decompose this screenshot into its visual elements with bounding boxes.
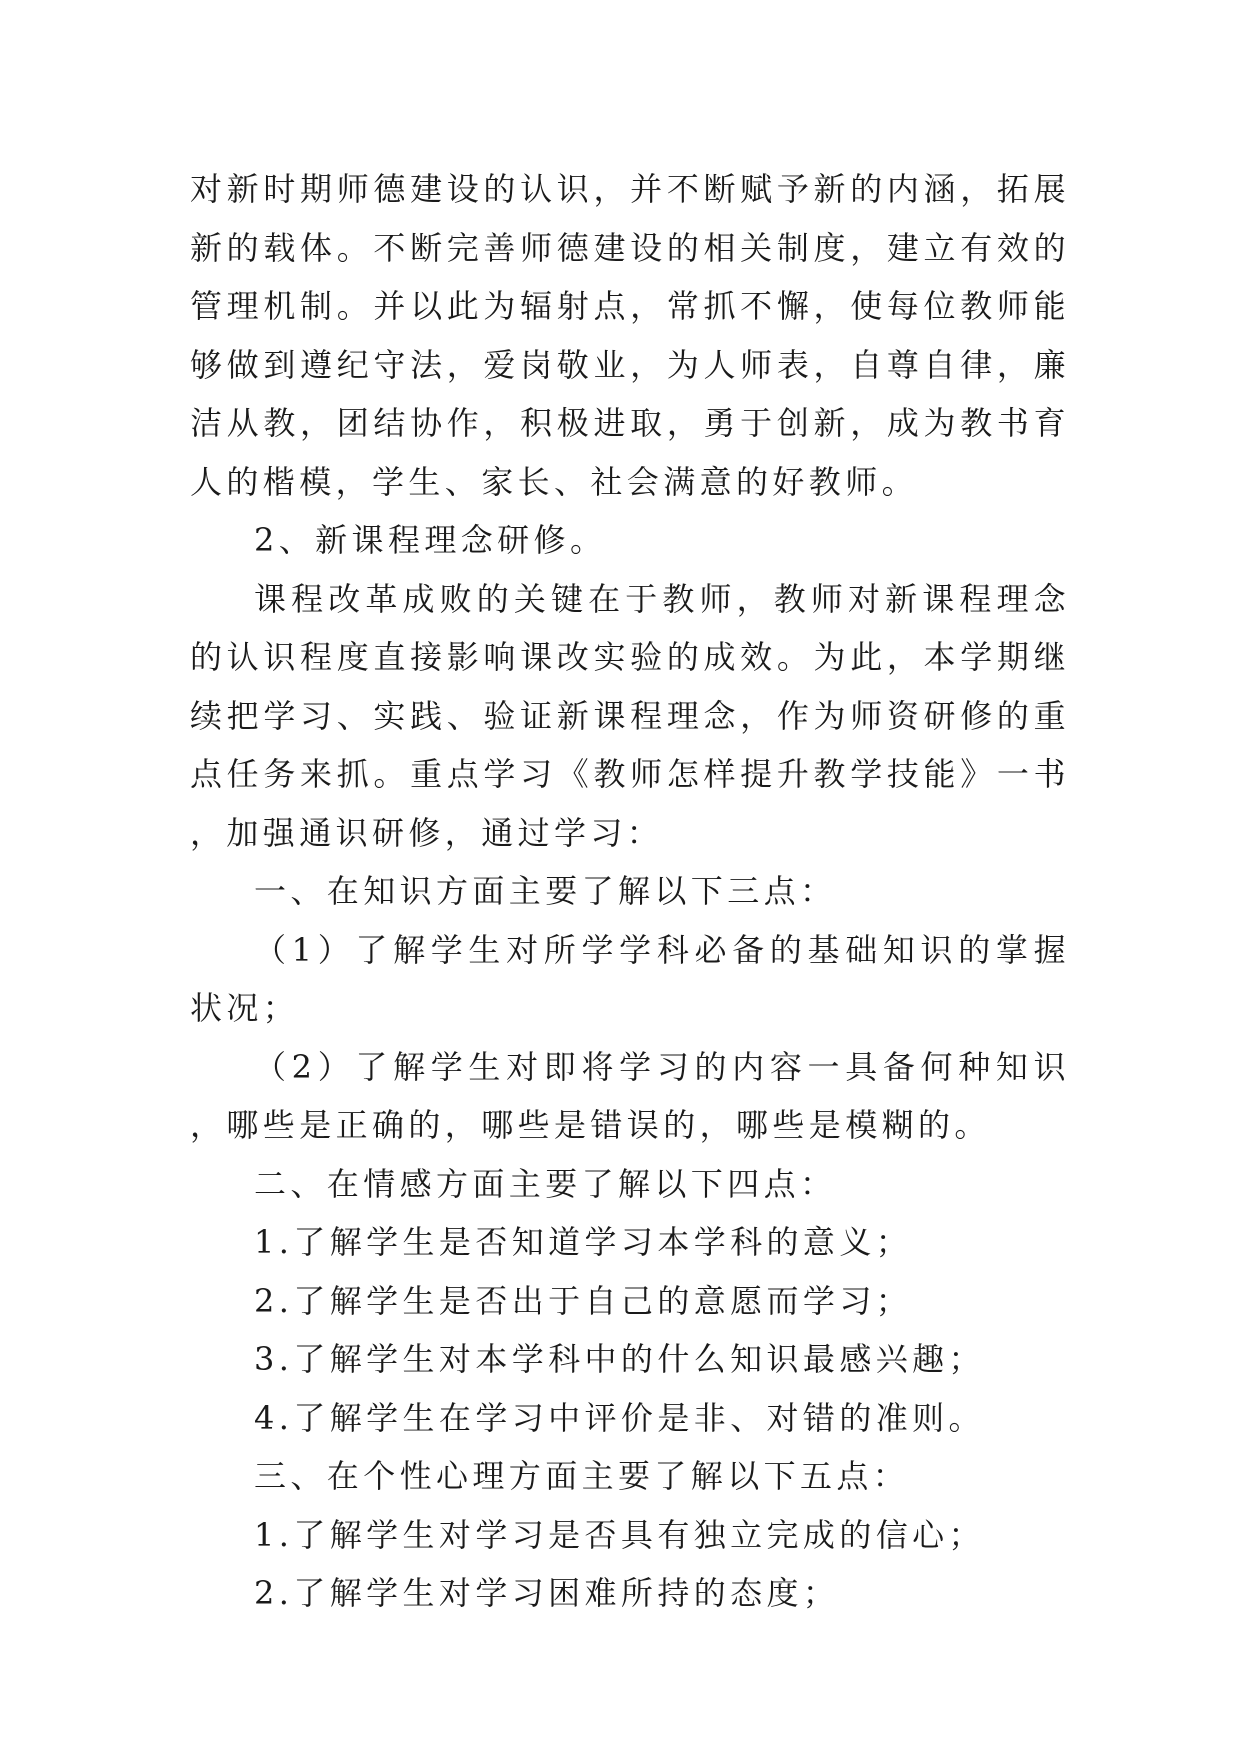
list-item-knowledge-2: （2）了解学生对即将学习的内容一具备何种知识，哪些是正确的，哪些是错误的，哪些是模糊的。 (190, 1047, 1070, 1144)
list-item-emotion-3: 3.了解学生对本学科中的什么知识最感兴趣； (254, 1340, 985, 1378)
paragraph-teacher-ethics: 对新时期师德建设的认识，并不断赋予新的内涵，拓展新的载体。不断完善师德建设的相关制度，建立有效的管理机制。并以此为辐射点，常抓不懈，使每位教师能够做到遵纪守法，爱岗敬业，为人师表，自尊自律，廉洁从教，团结协作，积极进取，勇于创新，成为教书育人的楷模，学生、家长、社会满意的好教师。 (190, 170, 1070, 501)
list-item-personality-1: 1.了解学生对学习是否具有独立完成的信心； (254, 1515, 985, 1554)
list-item-knowledge-1: （1）了解学生对所学学科必备的基础知识的掌握状况； (190, 930, 1070, 1027)
list-item-emotion-4: 4.了解学生在学习中评价是非、对错的准则。 (254, 1398, 985, 1437)
heading-new-curriculum-study: 2、新课程理念研修。 (254, 521, 607, 559)
list-item-personality-2: 2.了解学生对学习困难所持的态度； (254, 1574, 840, 1612)
heading-personality-aspect: 三、在个性心理方面主要了解以下五点： (254, 1457, 910, 1495)
list-item-emotion-1: 1.了解学生是否知道学习本学科的意义； (254, 1223, 913, 1261)
heading-knowledge-aspect: 一、在知识方面主要了解以下三点： (254, 872, 837, 910)
heading-emotion-aspect: 二、在情感方面主要了解以下四点： (254, 1164, 837, 1203)
document-body (190, 160, 1070, 1623)
list-item-emotion-2: 2.了解学生是否出于自己的意愿而学习； (254, 1281, 913, 1320)
paragraph-curriculum-reform: 课程改革成败的关键在于教师，教师对新课程理念的认识程度直接影响课改实验的成效。为此，本学期继续把学习、实践、验证新课程理念，作为师资研修的重点任务来抓。重点学习《教师怎样提升教学技能》一书，加强通识研修，通过学习： (190, 579, 1070, 852)
